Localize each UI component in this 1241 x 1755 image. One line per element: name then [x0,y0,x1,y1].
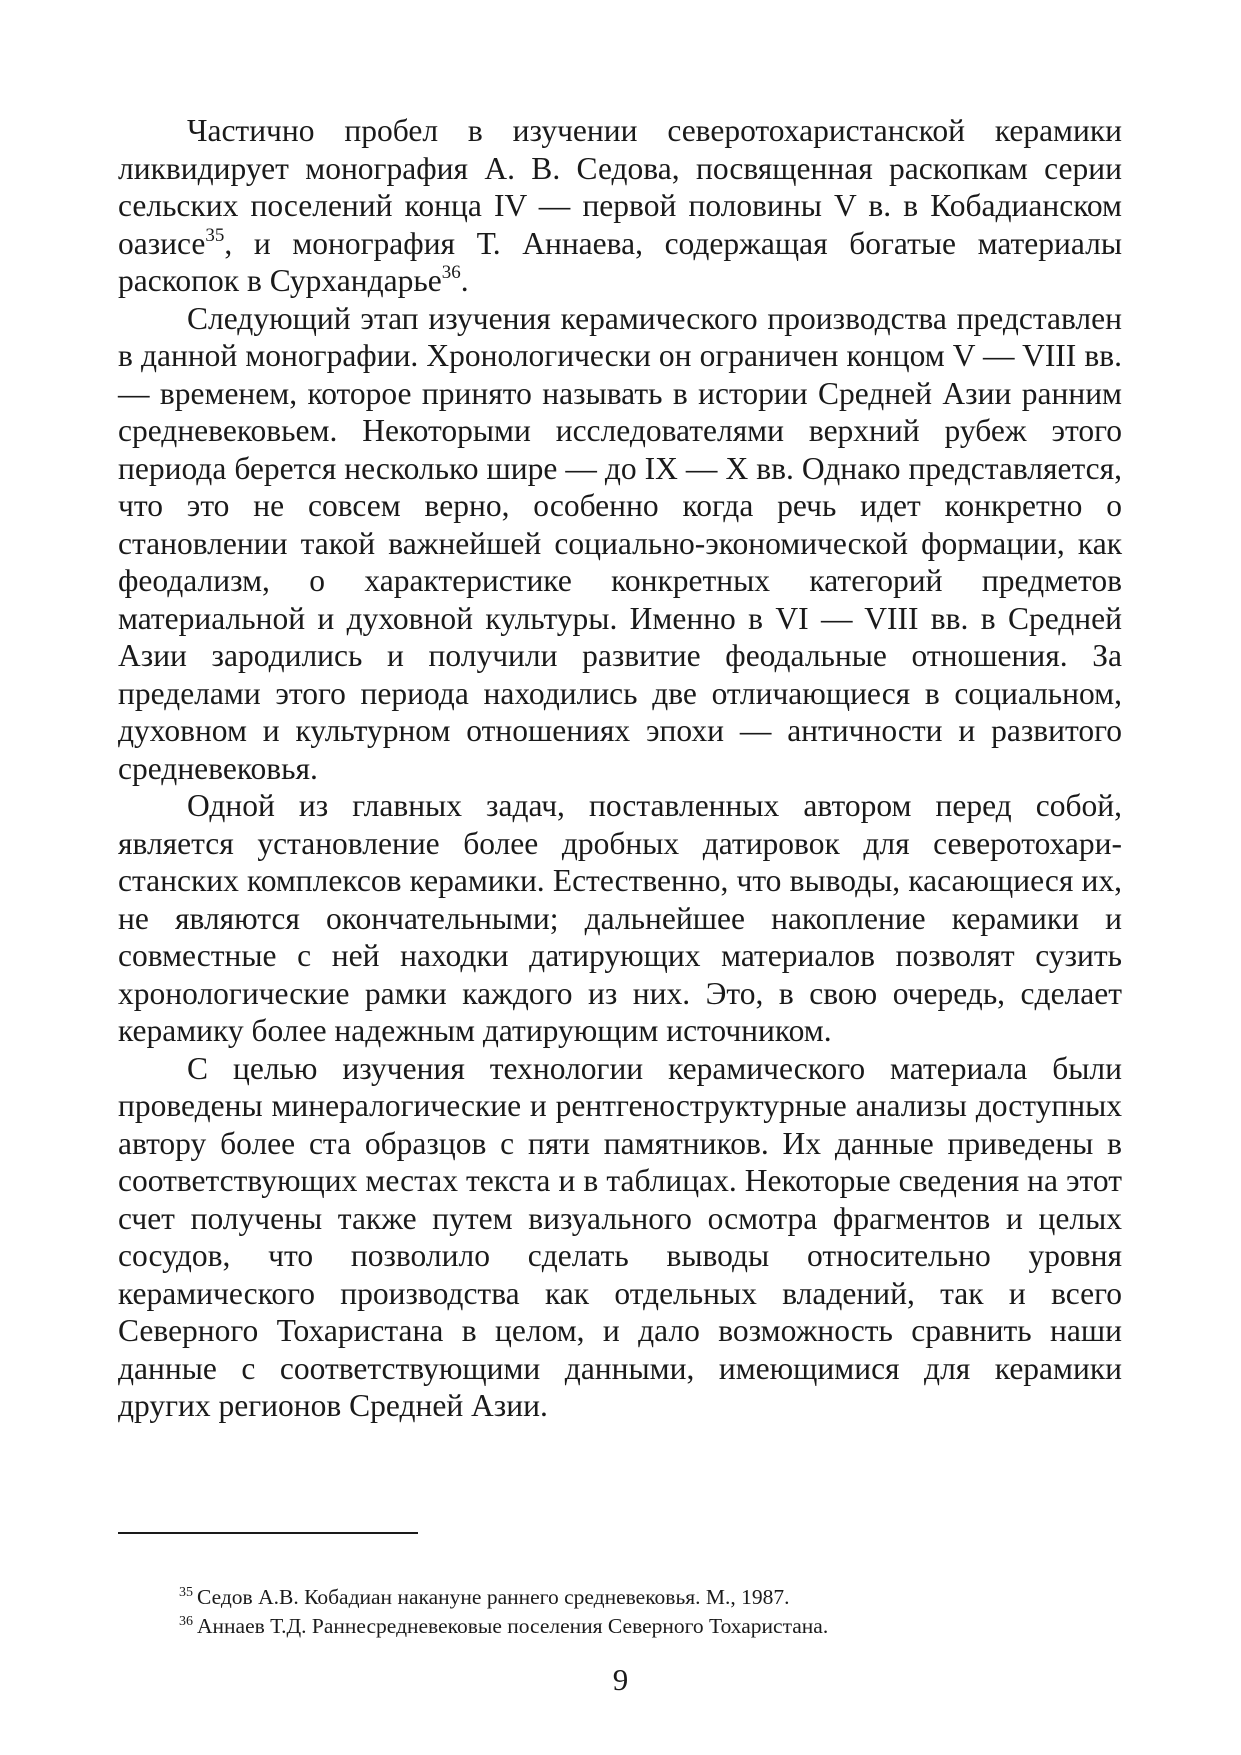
footnote-35-number: 35 [179,1585,193,1600]
paragraph-4: С целью изучения технологии керамического материала были проведены минералогические и рентгеноструктурные анализы доступных автору более ста образцов с пяти памятников. Их данные приведены в соответствующих местах текста и в таблицах. Некоторые сведения на этот счет получены также путем визуального осмотра фрагментов и целых сосудов, что позволило сделать выводы относительно уровня керамического производства как отдельных владений, так и всего Северного Тохаристана в целом, и дало возможность сравнить наши данные с соответствующими данными, имеющимися для керамики других регионов Средней Азии. [118,1050,1122,1423]
footnote-separator [118,1532,418,1534]
footnotes [179,1583,1079,1641]
paragraph-1-text-c: . [460,263,469,298]
footnote-36-text: Аннаев Т.Д. Раннесредневековые поселения Северного Тохаристана. [197,1614,829,1638]
footnote-36 [179,1612,1079,1641]
page-number: 9 [612,1662,629,1697]
footnote-36-number: 36 [179,1614,193,1629]
paragraph-1-text-b: , и монография Т. Аннаева, содержащая богатые материалы раскопок в Сурхандарье [118,225,1122,298]
paragraph-3: Одной из главных задач, поставленных автором перед собой, является установление более дробных датировок для северотохаристанских комплексов керамики. Естественно, что выводы, касающиеся их, не являются окончательными; дальнейшее накопление керамики и совместные с ней находки датирующих материалов позволят сузить хронологические рамки каждого из них. Это, в свою очередь, сделает керамику более надежным датирующим источником. [118,788,1122,1048]
footnote-ref-35[interactable]: 35 [205,224,225,246]
paragraph-1 [118,112,1122,300]
page-body [118,112,1122,1425]
footnote-ref-36[interactable]: 36 [441,262,461,283]
paragraph-1-text-a: Частично пробел в изучении северотохаристанской керамики ликвидирует монография А. В. Седова, посвященная раскопкам серии сельских поселений конца IV — первой половины V в. в Кобадианском оазисе [118,113,1122,261]
footnote-35-text: Седов А.В. Кобадиан накануне раннего средневековья. М., 1987. [197,1585,790,1609]
footnote-35 [179,1583,1079,1612]
paragraph-2: Следующий этап изучения керамического производства представлен в данной монографии. Хронологически он ограничен концом V — VIII вв. — временем, которое принято называть в истории Средней Азии ранним средневековьем. Некоторыми исследователями верхний рубеж этого периода берется несколько шире — до IX — X вв. Однако представляется, что это не совсем верно, особенно когда речь идет конкретно о становлении такой важнейшей социально-экономической формации, как феодализм, о характеристике конкретных категорий предметов материальной и духовной культуры. Именно в VI — VIII вв. в Средней Азии зародились и получили развитие феодальные отношения. За пределами этого периода находились две отличающиеся в социальном, духовном и культурном отношениях эпохи — античности и развитого средневековья. [118,300,1122,786]
